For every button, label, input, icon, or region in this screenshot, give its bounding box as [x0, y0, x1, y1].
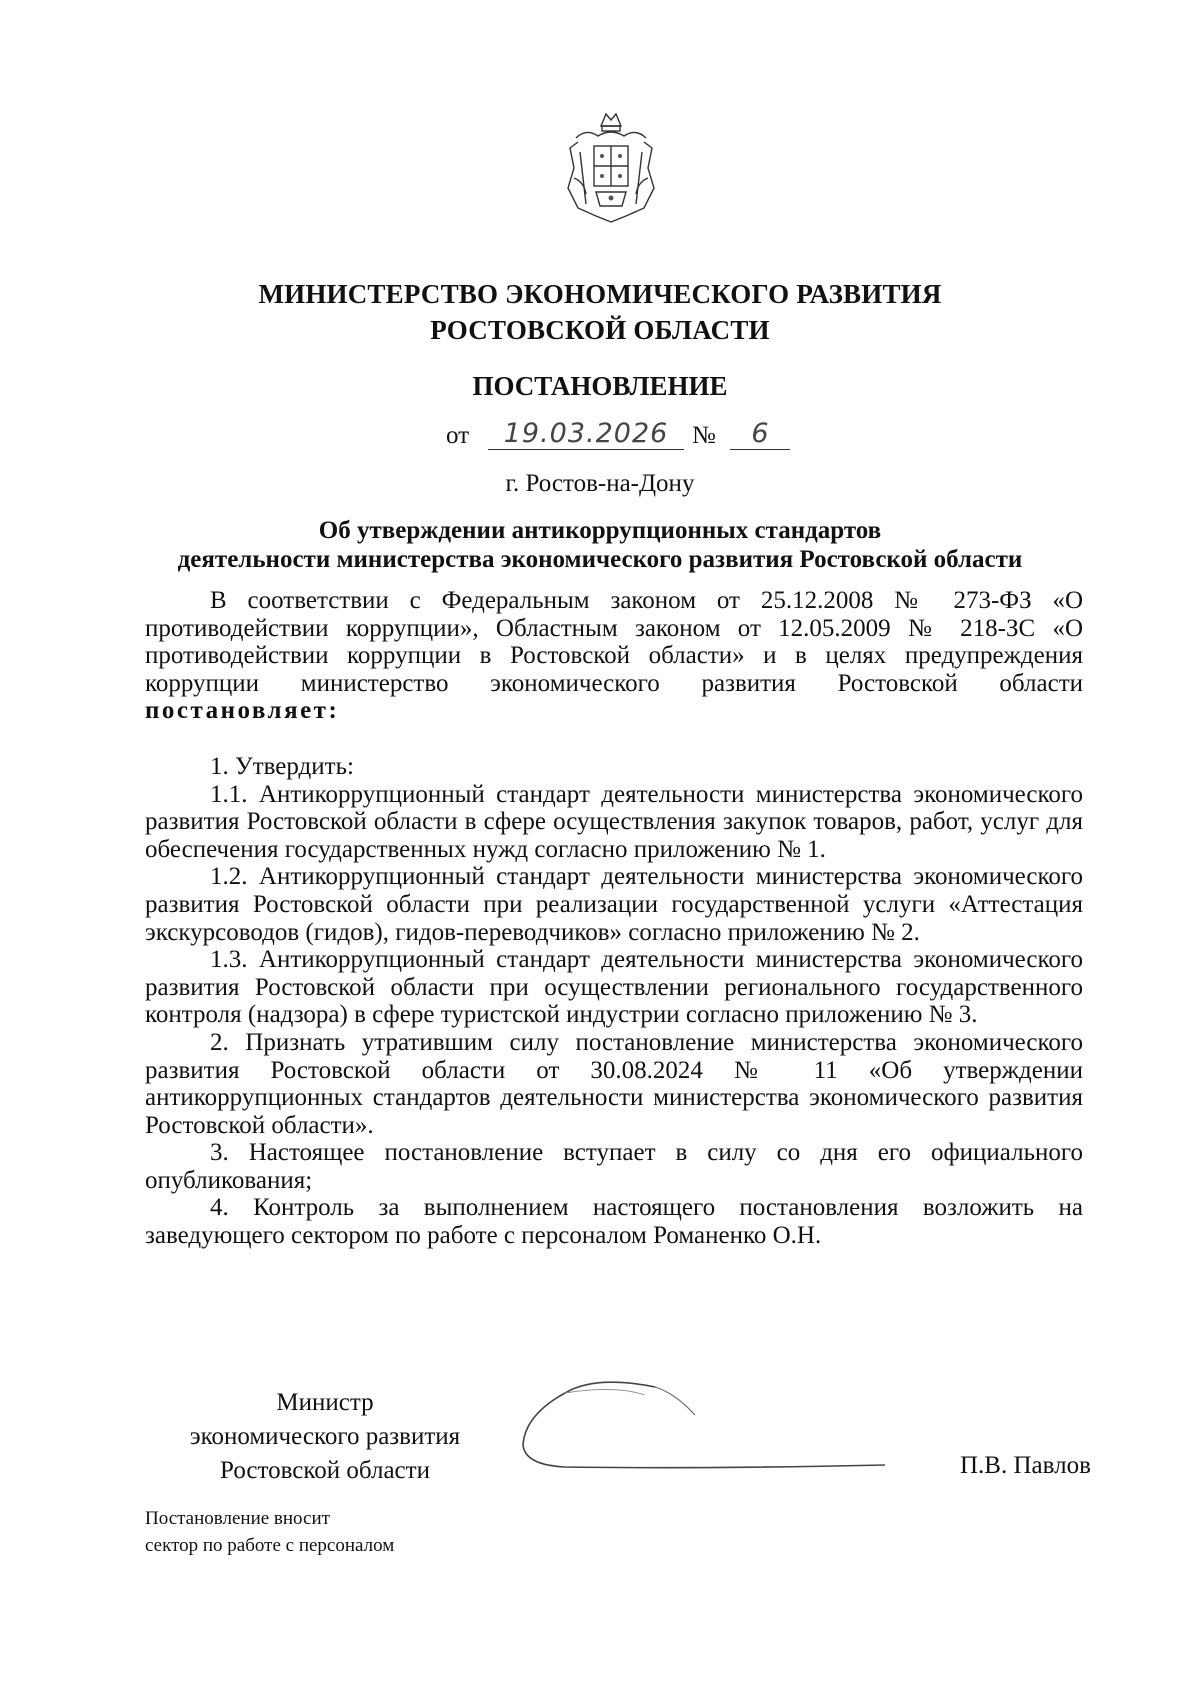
item-1-3: 1.3. Антикоррупционный стандарт деятельности министерства экономического развития Ростовской области при осуществлении регионального государственного контроля (надзора) в сфере туристской индустрии согласно приложению № 3.: [145, 946, 1083, 1029]
resolves-word: постановляет: [145, 697, 329, 725]
handwritten-signature: [505, 1365, 925, 1495]
signatory-title: [150, 1386, 500, 1488]
subject-line2: деятельности министерства экономического развития Ростовской области: [177, 546, 1023, 573]
ministry-heading-line1: МИНИСТЕРСТВО ЭКОНОМИЧЕСКОГО РАЗВИТИЯ: [258, 279, 942, 309]
document-subject: [0, 516, 1200, 574]
preamble-text: В соответствии с Федеральным законом от 25.12.2008 № 273-ФЗ «О противодействии коррупции», Областным законом от 12.05.2009 № 218-ЗС «О противодействии коррупции в Ростовской области» и в целях предупреждения коррупции министерство экономического развития Ростовской области: [145, 587, 1083, 697]
date-value: 19.03.2026: [488, 418, 684, 450]
item-1-2: 1.2. Антикоррупционный стандарт деятельности министерства экономического развития Ростовской области при реализации государственной услуги «Аттестация экскурсоводов (гидов), гидов-переводчиков» согласно приложению № 2.: [145, 863, 1083, 946]
number-value: 6: [730, 418, 790, 450]
signatory-name: П.В. Павлов: [960, 1452, 1091, 1479]
signatory-title-line3: Ростовской области: [220, 1457, 430, 1484]
item-1-1: 1.1. Антикоррупционный стандарт деятельности министерства экономического развития Ростовской области в сфере осуществления закупок товаров, работ, услуг для обеспечения государственных нужд согласно приложению № 1.: [145, 780, 1083, 863]
date-number-line: [440, 418, 800, 454]
item-4: 4. Контроль за выполнением настоящего постановления возложить на заведующего сектором по работе с персоналом Романенко О.Н.: [145, 1194, 1083, 1250]
footer-note: [145, 1505, 394, 1559]
signatory-title-line2: экономического развития: [189, 1423, 461, 1450]
item-3: 3. Настоящее постановление вступает в силу со дня его официального опубликования;: [145, 1139, 1083, 1194]
subject-line1: Об утверждении антикоррупционных стандартов: [318, 517, 882, 544]
coat-of-arms-icon: [556, 108, 666, 226]
ministry-heading-line2: РОСТОВСКОЙ ОБЛАСТИ: [430, 315, 770, 345]
number-prefix: №: [692, 422, 716, 449]
footer-line2: сектор по работе с персоналом: [145, 1535, 395, 1556]
item-2: 2. Признать утратившим силу постановление министерства экономического развития Ростовской области от 30.08.2024 № 11 «Об утверждении антикоррупционных стандартов деятельности министерства экономического развития Ростовской области».: [145, 1028, 1083, 1139]
ministry-heading: [0, 276, 1200, 348]
document-type: ПОСТАНОВЛЕНИЕ: [472, 371, 728, 401]
document-body: [145, 587, 1083, 1250]
signatory-title-line1: Министр: [276, 1389, 374, 1416]
city: г. Ростов-на-Дону: [505, 470, 695, 497]
footer-line1: Постановление вносит: [145, 1508, 330, 1529]
preamble-paragraph: [145, 587, 1083, 725]
date-prefix: от: [446, 422, 470, 449]
resolves-colon: :: [328, 697, 340, 725]
item-1: 1. Утвердить:: [210, 752, 354, 780]
